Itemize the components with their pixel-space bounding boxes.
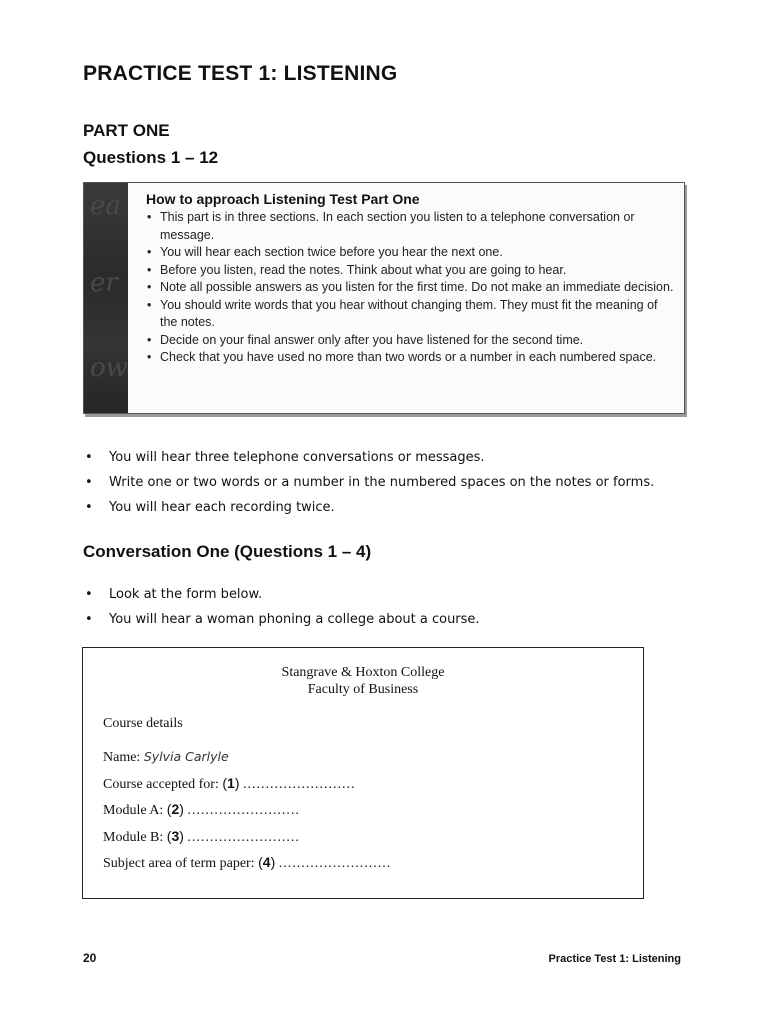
question-number: 4 bbox=[262, 854, 271, 870]
question-number: 2 bbox=[171, 801, 180, 817]
field-label: Subject area of term paper: bbox=[103, 856, 255, 871]
field-label: Module A: bbox=[103, 803, 164, 818]
page-title: PRACTICE TEST 1: LISTENING bbox=[83, 62, 398, 85]
approach-item: • You should write words that you hear without changing them. They must fit the meaning of the notes. bbox=[146, 297, 676, 332]
approach-item: • This part is in three sections. In each section you listen to a telephone conversation or message. bbox=[146, 209, 676, 244]
form-row: Subject area of term paper: (4) ......................... bbox=[103, 854, 392, 871]
answer-blank[interactable]: ......................... bbox=[242, 776, 356, 792]
approach-item: • Before you listen, read the notes. Think about what you are going to hear. bbox=[146, 262, 676, 280]
approach-item: • You will hear each section twice before you hear the next one. bbox=[146, 244, 676, 262]
form-row: Course accepted for: (1) ......................... bbox=[103, 774, 356, 792]
faculty-name: Faculty of Business bbox=[307, 682, 419, 697]
college-name: Stangrave & Hoxton College bbox=[281, 665, 445, 680]
answer-blank[interactable]: ......................... bbox=[187, 803, 300, 818]
instruction-item: • Write one or two words or a number in the numbered spaces on the notes or forms. bbox=[83, 470, 654, 495]
field-label: Name: bbox=[103, 750, 141, 765]
form-rows bbox=[103, 745, 391, 877]
instructions-list bbox=[83, 445, 654, 520]
field-label: Module B: bbox=[103, 829, 164, 845]
approach-item: • Note all possible answers as you listen for the first time. Do not make an immediate decision. bbox=[146, 279, 676, 297]
approach-item: • Decide on your final answer only after you have listened for the second time. bbox=[146, 332, 676, 350]
form-row: Module A: (2) ......................... bbox=[103, 801, 300, 818]
instruction-item: • Look at the form below. bbox=[83, 582, 480, 607]
approach-box bbox=[83, 182, 685, 414]
answer-blank[interactable]: ......................... bbox=[278, 856, 392, 871]
course-form bbox=[82, 647, 644, 899]
decorative-strip: ea er ow bbox=[84, 183, 128, 413]
field-value: Sylvia Carlyle bbox=[143, 749, 229, 764]
conversation-title: Conversation One (Questions 1 – 4) bbox=[83, 542, 372, 561]
instruction-item: • You will hear three telephone conversations or messages. bbox=[83, 445, 654, 470]
part-title: PART ONE bbox=[83, 121, 170, 140]
answer-blank[interactable]: ......................... bbox=[187, 829, 300, 845]
running-footer: Practice Test 1: Listening bbox=[548, 953, 681, 965]
instruction-item: • You will hear each recording twice. bbox=[83, 495, 654, 520]
form-row-name bbox=[103, 745, 391, 771]
form-header bbox=[83, 664, 643, 698]
approach-content bbox=[146, 191, 676, 367]
instruction-item: • You will hear a woman phoning a college about a course. bbox=[83, 607, 480, 632]
question-number: 3 bbox=[171, 827, 180, 844]
approach-heading: How to approach Listening Test Part One bbox=[146, 191, 420, 207]
questions-range: Questions 1 – 12 bbox=[83, 148, 219, 167]
form-section-title: Course details bbox=[103, 716, 183, 731]
approach-list bbox=[146, 209, 676, 367]
field-label: Course accepted for: bbox=[103, 776, 219, 792]
conversation-instructions bbox=[83, 582, 480, 632]
approach-item: • Check that you have used no more than two words or a number in each numbered space. bbox=[146, 349, 676, 367]
form-row: Module B: (3) ......................... bbox=[103, 827, 300, 845]
question-number: 1 bbox=[227, 774, 235, 791]
page-number: 20 bbox=[83, 951, 97, 965]
